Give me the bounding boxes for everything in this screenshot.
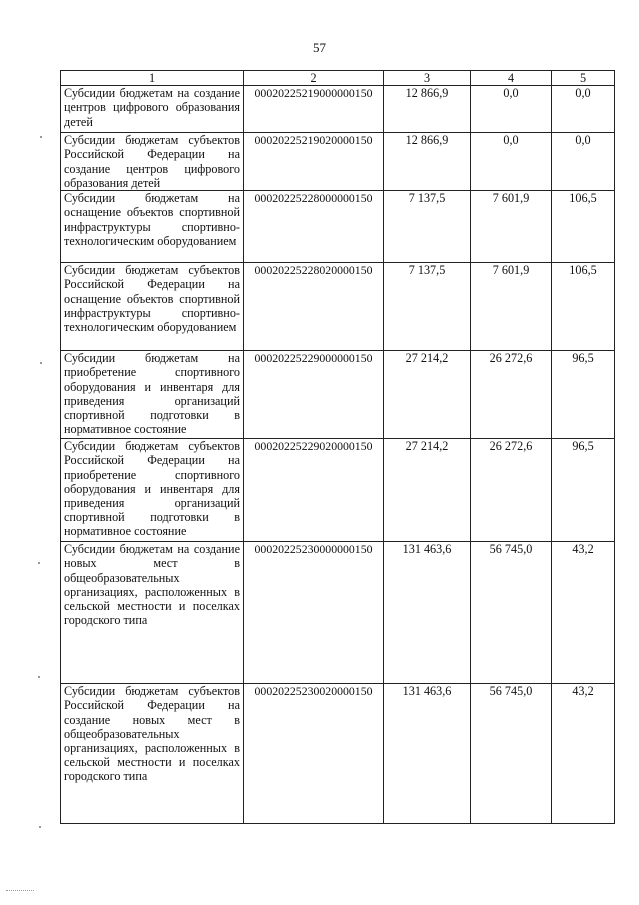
row-value-col3: 7 137,5: [384, 263, 471, 351]
budget-subsidies-table: [60, 70, 615, 824]
row-code: 00020225228000000150: [244, 191, 384, 263]
table-header-row: [61, 71, 615, 86]
row-description: Субсидии бюджетам на приобретение спортивного оборудования и инвентаря для приведения организаций спортивной подготовки в нормативное состояние: [61, 351, 244, 439]
table-row: [61, 351, 615, 439]
page-number: 57: [313, 40, 326, 55]
row-value-col4: 0,0: [471, 86, 552, 133]
row-value-col3: 131 463,6: [384, 684, 471, 824]
column-header: 5: [552, 71, 615, 86]
row-code: 00020225229000000150: [244, 351, 384, 439]
scan-speck: [38, 676, 40, 678]
row-value-col3: 131 463,6: [384, 542, 471, 684]
row-code: 00020225230020000150: [244, 684, 384, 824]
scan-edge-mark: [6, 890, 34, 892]
row-description: Субсидии бюджетам на создание центров цифрового образования детей: [61, 86, 244, 133]
row-value-col3: 12 866,9: [384, 86, 471, 133]
scan-speck: [39, 826, 41, 828]
row-value-col4: 7 601,9: [471, 191, 552, 263]
column-header: 2: [244, 71, 384, 86]
row-code: 00020225219020000150: [244, 133, 384, 191]
row-value-col3: 7 137,5: [384, 191, 471, 263]
scan-speck: [38, 562, 40, 564]
scan-speck: [40, 362, 42, 364]
row-value-col5: 43,2: [552, 684, 615, 824]
row-value-col4: 7 601,9: [471, 263, 552, 351]
row-value-col3: 27 214,2: [384, 351, 471, 439]
row-value-col4: 26 272,6: [471, 439, 552, 542]
row-description: Субсидии бюджетам субъектов Российской Федерации на оснащение объектов спортивной инфраструктуры спортивно-технологическим оборудованием: [61, 263, 244, 351]
column-header: 1: [61, 71, 244, 86]
row-description: Субсидии бюджетам субъектов Российской Федерации на приобретение спортивного оборудования и инвентаря для приведения организаций спортивной подготовки в нормативное состояние: [61, 439, 244, 542]
table-row: [61, 439, 615, 542]
row-value-col4: 56 745,0: [471, 542, 552, 684]
row-code: 00020225230000000150: [244, 542, 384, 684]
row-value-col5: 106,5: [552, 191, 615, 263]
row-description: Субсидии бюджетам субъектов Российской Федерации на создание новых мест в общеобразовательных организациях, расположенных в сельской местности и поселках городского типа: [61, 684, 244, 824]
row-value-col5: 106,5: [552, 263, 615, 351]
row-code: 00020225229020000150: [244, 439, 384, 542]
row-value-col5: 96,5: [552, 351, 615, 439]
table-row: [61, 133, 615, 191]
row-description: Субсидии бюджетам на оснащение объектов спортивной инфраструктуры спортивно-технологическим оборудованием: [61, 191, 244, 263]
row-description: Субсидии бюджетам на создание новых мест в общеобразовательных организациях, расположенных в сельской местности и поселках городского типа: [61, 542, 244, 684]
row-value-col3: 27 214,2: [384, 439, 471, 542]
row-code: 00020225228020000150: [244, 263, 384, 351]
table-row: [61, 684, 615, 824]
column-header: 4: [471, 71, 552, 86]
table-row: [61, 263, 615, 351]
row-value-col4: 56 745,0: [471, 684, 552, 824]
row-value-col5: 0,0: [552, 86, 615, 133]
table-row: [61, 86, 615, 133]
table-row: [61, 542, 615, 684]
scan-speck: [40, 136, 42, 138]
row-value-col5: 0,0: [552, 133, 615, 191]
row-code: 00020225219000000150: [244, 86, 384, 133]
row-value-col5: 96,5: [552, 439, 615, 542]
row-description: Субсидии бюджетам субъектов Российской Федерации на создание центров цифрового образования детей: [61, 133, 244, 191]
column-header: 3: [384, 71, 471, 86]
table-row: [61, 191, 615, 263]
row-value-col4: 26 272,6: [471, 351, 552, 439]
row-value-col3: 12 866,9: [384, 133, 471, 191]
row-value-col5: 43,2: [552, 542, 615, 684]
row-value-col4: 0,0: [471, 133, 552, 191]
